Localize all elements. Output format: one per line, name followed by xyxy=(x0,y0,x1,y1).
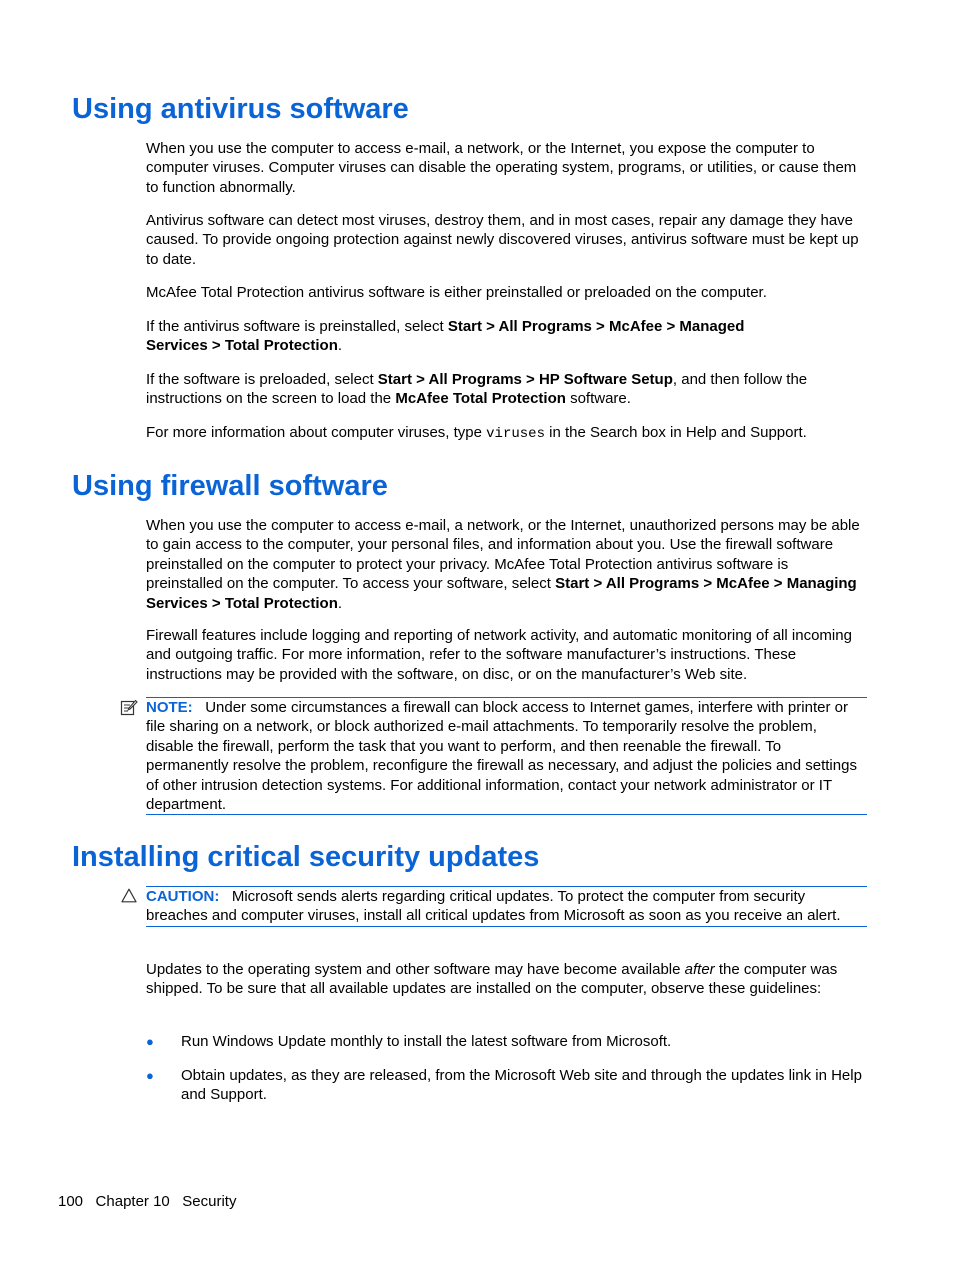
updates-paragraph-1: Updates to the operating system and other software may have become available after the computer was shipped. To be sure that all available updates are installed on the computer, observe these guidelines: xyxy=(146,961,838,998)
bullet-dot: ● xyxy=(146,1068,154,1083)
caution-label: CAUTION: xyxy=(146,888,220,905)
list-item: Obtain updates, as they are released, from the Microsoft Web site and through the updates link in Help and Support. xyxy=(181,1067,862,1104)
caution-box xyxy=(146,886,867,927)
note-label: NOTE: xyxy=(146,699,193,716)
page-footer xyxy=(58,1193,236,1210)
antivirus-paragraph-1: When you use the computer to access e-mail, a network, or the Internet, you expose the computer to computer viruses. Computer viruses can disable the operating system, programs, or utilities, or cause them to function abnormally. xyxy=(146,140,857,196)
page-number: 100 xyxy=(58,1193,84,1210)
antivirus-paragraph-2: Antivirus software can detect most viruses, destroy them, and in most cases, repair any damage they have caused. To provide ongoing protection against newly discovered viruses, antivirus software must be kept up to date. xyxy=(146,212,859,268)
footer-chapter: Chapter 10 xyxy=(95,1193,170,1210)
heading-antivirus: Using antivirus software xyxy=(72,93,409,125)
bullet-dot: ● xyxy=(146,1034,154,1049)
note-box xyxy=(146,697,867,815)
emphasis-after: after xyxy=(684,961,715,978)
antivirus-paragraph-5: If the software is preloaded, select Start > All Programs > HP Software Setup, and then follow the instructions on the screen to load the McAfee Total Protection software. xyxy=(146,371,808,408)
menu-path-managed-services: Start > All Programs > McAfee > Managed Services > Total Protection xyxy=(146,318,745,355)
firewall-paragraph-1: When you use the computer to access e-mail, a network, or the Internet, unauthorized persons may be able to gain access to the computer, your personal files, and information about you. Use the firewall software preinstalled on the computer to protect your privacy. McAfee Total Protection antivirus software is preinstalled on the computer. To access your software, select Start > All Programs > McAfee > Managing Services > Total Protection. xyxy=(146,517,860,612)
menu-path-hp-software-setup: Start > All Programs > HP Software Setup xyxy=(377,371,673,388)
list-item: Run Windows Update monthly to install the latest software from Microsoft. xyxy=(181,1033,672,1050)
antivirus-paragraph-3: McAfee Total Protection antivirus software is either preinstalled or preloaded on the computer. xyxy=(146,284,767,301)
menu-path-managing-services: Start > All Programs > McAfee > Managing Services > Total Protection xyxy=(146,575,857,612)
footer-section: Security xyxy=(182,1193,237,1210)
heading-firewall: Using firewall software xyxy=(72,470,388,502)
firewall-paragraph-2: Firewall features include logging and reporting of network activity, and automatic monitoring of all incoming and outgoing traffic. For more information, refer to the software manufacturer’s instructions. These instructions may be provided with the software, on disc, or on the manufacturer’s Web site. xyxy=(146,627,852,683)
antivirus-paragraph-4: If the antivirus software is preinstalled, select Start > All Programs > McAfee > Managed Services > Total Protection. xyxy=(146,318,745,355)
caution-triangle-icon xyxy=(121,888,137,908)
antivirus-paragraph-6: For more information about computer viruses, type viruses in the Search box in Help and Support. xyxy=(146,424,807,442)
caution-text: CAUTION: Microsoft sends alerts regarding critical updates. To protect the computer from security breaches and computer viruses, install all critical updates from Microsoft as soon as you receive an alert. xyxy=(146,888,841,925)
note-pencil-icon xyxy=(120,699,138,722)
heading-security-updates: Installing critical security updates xyxy=(72,841,540,873)
product-name-mcafee: McAfee Total Protection xyxy=(395,390,566,408)
search-term-code: viruses xyxy=(486,426,545,442)
note-text: NOTE: Under some circumstances a firewall can block access to Internet games, interfere with printer or file sharing on a network, or block authorized e-mail attachments. To temporarily resolve the problem, disable the firewall, perform the task that you want to perform, and then reenable the firewall. To permanently resolve the problem, reconfigure the firewall as necessary, and adjust the policies and settings of other intrusion detection systems. For additional information, contact your network administrator or IT department. xyxy=(146,699,857,814)
